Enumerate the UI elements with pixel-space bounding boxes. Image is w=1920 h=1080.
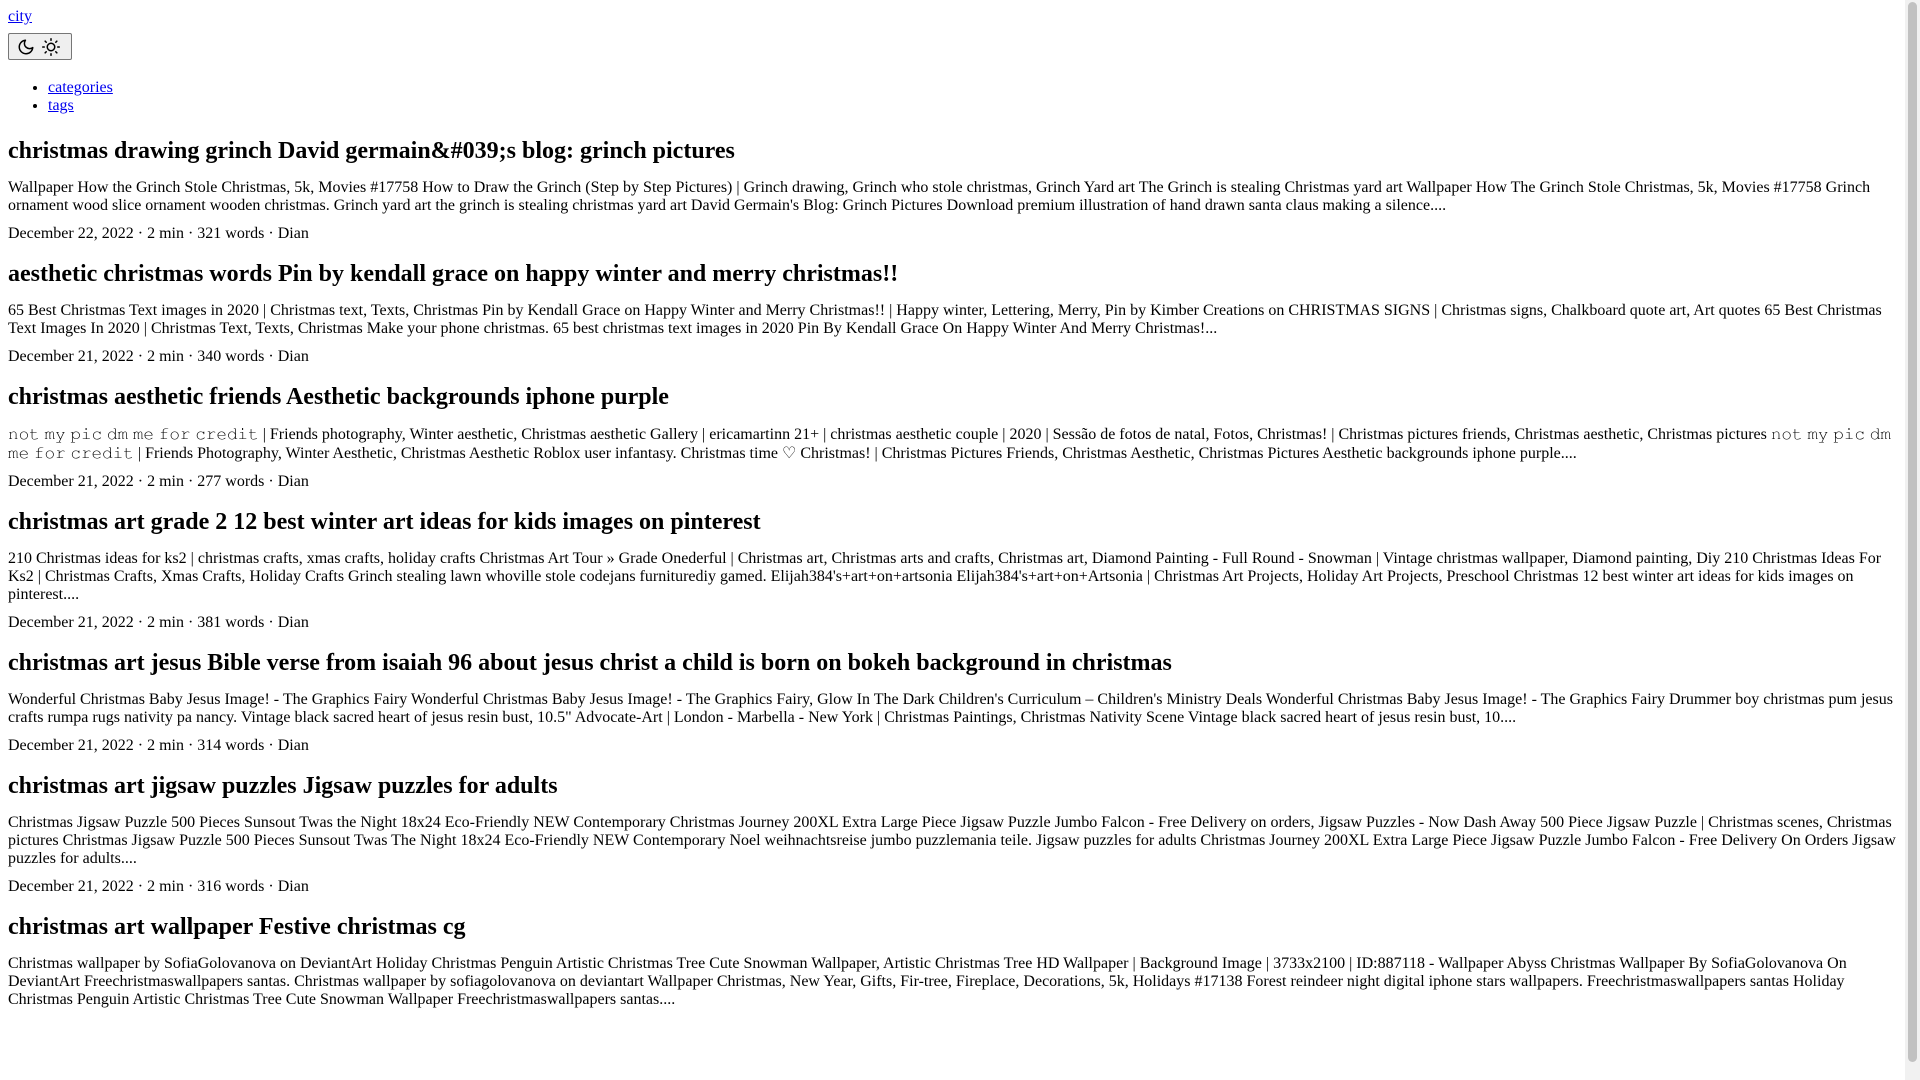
- post-summary: 65 Best Christmas Text images in 2020 | Christmas text, Texts, Christmas Pin by Kendall Grace on Happy Winter and Merry Christmas!! | Happy winter, Lettering, Merry, Pin by Kimber Creations on CHRISTMAS SIGNS | Christmas signs, Chalkboard quote art, Art quotes 65 Best Christmas Text Images In 2020 | Christmas Text, Texts, Christmas Make your phone christmas. 65 best christmas text images in 2020 Pin By Kendall Grace On Happy Winter And Merry Christmas!...: [8, 302, 1882, 337]
- post-meta: December 21, 2022 · 2 min · 340 words · Dian: [8, 348, 309, 365]
- post-summary: 210 Christmas ideas for ks2 | christmas crafts, xmas crafts, holiday crafts Christmas Art Tour » Grade Onederful | Christmas art, Christmas arts and crafts, Christmas art, Diamond Painting - Full Round - Snowman | Vintage christmas wallpaper, Diamond painting, Diy 210 Christmas Ideas For Ks2 | Christmas Crafts, Xmas Crafts, Holiday Crafts Grinch stealing lawn whoville stole codejans furniturediy gamed. Elijah384's+art+on+artsonia Elijah384's+art+on+Artsonia | Christmas Art Projects, Holiday Art Projects, Preschool Christmas 12 best winter art ideas for kids images on pinterest....: [8, 550, 1882, 603]
- post-title[interactable]: christmas art grade 2 12 best winter art ideas for kids images on pinterest: [8, 509, 761, 535]
- post-summary: Christmas Jigsaw Puzzle 500 Pieces Sunsout Twas the Night 18x24 Eco-Friendly NEW Contemporary Christmas Journey 200XL Extra Large Piece Jigsaw Puzzle Jumbo Falcon - Free Delivery on orders, Jigsaw Puzzles - Now Dash Away 500 Piece Jigsaw Puzzle | Christmas scenes, Christmas pictures Christmas Jigsaw Puzzle 500 Pieces Sunsout Twas The Night 18x24 Eco-Friendly NEW Contemporary Noel weihnachtsreise jumbo puzzlemania teile. Jigsaw puzzles for adults Christmas Journey 200XL Extra Large Piece Jigsaw Puzzle Jumbo Falcon - Free Delivery On Orders Jigsaw puzzles for adults....: [8, 814, 1896, 867]
- menu-item-categories: [48, 79, 1904, 97]
- post-entry[interactable]: [8, 137, 1904, 243]
- tags-link[interactable]: tags: [48, 97, 74, 114]
- post-summary: [8, 425, 1904, 463]
- post-entry[interactable]: [8, 772, 1904, 896]
- post-summary: Wallpaper How the Grinch Stole Christmas, 5k, Movies #17758 How to Draw the Grinch (Step by Step Pictures) | Grinch drawing, Grinch who stole christmas, Grinch Yard art The Grinch is stealing Christmas yard art Wallpaper How The Grinch Stole Christmas, 5k, Movies #17758 Grinch ornament wood slice ornament wooden christmas. Grinch yard art the grinch is stealing christmas yard art David Germain's Blog: Grinch Pictures Download premium illustration of hand drawn santa claus making a silence....: [8, 179, 1871, 214]
- post-entry[interactable]: [8, 260, 1904, 366]
- scrollbar-thumb[interactable]: [1908, 2, 1917, 1062]
- post-entry[interactable]: [8, 649, 1904, 755]
- post-meta: December 21, 2022 · 2 min · 316 words · Dian: [8, 878, 309, 895]
- summary-fancy-text: 𝚗𝚘𝚝 𝚖𝚢 𝚙𝚒𝚌 𝚍𝚖 𝚖𝚎 𝚏𝚘𝚛 𝚌𝚛𝚎𝚍𝚒𝚝: [8, 425, 1891, 462]
- site-header: [8, 8, 1904, 115]
- post-meta: December 21, 2022 · 2 min · 314 words · Dian: [8, 737, 309, 754]
- post-title[interactable]: christmas drawing grinch David germain&#039;s blog: grinch pictures: [8, 138, 735, 164]
- post-title[interactable]: christmas art jesus Bible verse from isaiah 96 about jesus christ a child is born on bokeh background in christmas: [8, 650, 1172, 676]
- moon-icon: [17, 38, 35, 56]
- post-meta: December 22, 2022 · 2 min · 321 words · Dian: [8, 225, 309, 242]
- sun-icon: [42, 38, 60, 56]
- summary-fancy-text: 𝚗𝚘𝚝 𝚖𝚢 𝚙𝚒𝚌 𝚍𝚖 𝚖𝚎 𝚏𝚘𝚛 𝚌𝚛𝚎𝚍𝚒𝚝: [8, 425, 259, 443]
- post-entry[interactable]: [8, 913, 1904, 1009]
- post-meta: December 21, 2022 · 2 min · 381 words · Dian: [8, 614, 309, 631]
- nav-menu: [8, 79, 1904, 115]
- theme-toggle-button[interactable]: [8, 33, 72, 60]
- menu-item-tags: [48, 97, 1904, 115]
- post-summary: Christmas wallpaper by SofiaGolovanova on DeviantArt Holiday Christmas Penguin Artistic Christmas Tree Cute Snowman Wallpaper, Artistic Christmas Tree HD Wallpaper | Background Image | 3733x2100 | ID:887118 - Wallpaper Abyss Christmas Wallpaper By SofiaGolovanova On DeviantArt Freechristmaswallpapers santas. Christmas wallpaper by sofiagolovanova on deviantart Wallpaper Christmas, New Year, Gifts, Fir-tree, Fireplace, Decorations, 5k, Holidays #17138 Forest reindeer night digital iphone stars wallpapers. Freechristmaswallpapers santas Holiday Christmas Penguin Artistic Christmas Tree Cute Snowman Wallpaper Freechristmaswallpapers santas....: [8, 955, 1847, 1008]
- post-title[interactable]: christmas art jigsaw puzzles Jigsaw puzzles for adults: [8, 773, 558, 799]
- categories-link[interactable]: categories: [48, 79, 113, 96]
- post-meta: December 21, 2022 · 2 min · 277 words · Dian: [8, 473, 309, 490]
- summary-text: | Friends photography, Winter aesthetic, Christmas aesthetic Gallery | ericamartinn 21+ | christmas aesthetic couple | 2020 | Sessão de fotos de natal, Fotos, Christmas! | Christmas pictures friends, Christmas aesthetic, Christmas pictures: [258, 426, 1771, 443]
- summary-text: | Friends Photography, Winter Aesthetic, Christmas Aesthetic Roblox user infantasy. Christmas time ♡ Christmas! | Christmas Pictures Friends, Christmas Aesthetic, Christmas Pictures Aesthetic backgrounds iphone purple....: [133, 445, 1577, 462]
- post-list: [8, 137, 1904, 1009]
- post-summary: Wonderful Christmas Baby Jesus Image! - The Graphics Fairy Wonderful Christmas Baby Jesus Image! - The Graphics Fairy, Glow In The Dark Children's Curriculum – Children's Ministry Deals Wonderful Christmas Baby Jesus Image! - The Graphics Fairy Drummer boy christmas pum jesus crafts rumpa rugs nativity pa nancy. Vintage black sacred heart of jesus resin bust, 10.5" Advocate-Art | London - Marbella - New York | Christmas Paintings, Christmas Nativity Scene Vintage black sacred heart of jesus resin bust, 10....: [8, 691, 1893, 726]
- post-entry[interactable]: [8, 508, 1904, 632]
- post-title[interactable]: christmas aesthetic friends Aesthetic backgrounds iphone purple: [8, 384, 669, 410]
- post-title[interactable]: christmas art wallpaper Festive christmas cg: [8, 914, 466, 940]
- site-logo-link[interactable]: city: [8, 8, 32, 25]
- post-entry[interactable]: [8, 383, 1904, 491]
- post-title[interactable]: aesthetic christmas words Pin by kendall grace on happy winter and merry christmas!!: [8, 261, 899, 287]
- vertical-scrollbar[interactable]: [1905, 0, 1920, 1080]
